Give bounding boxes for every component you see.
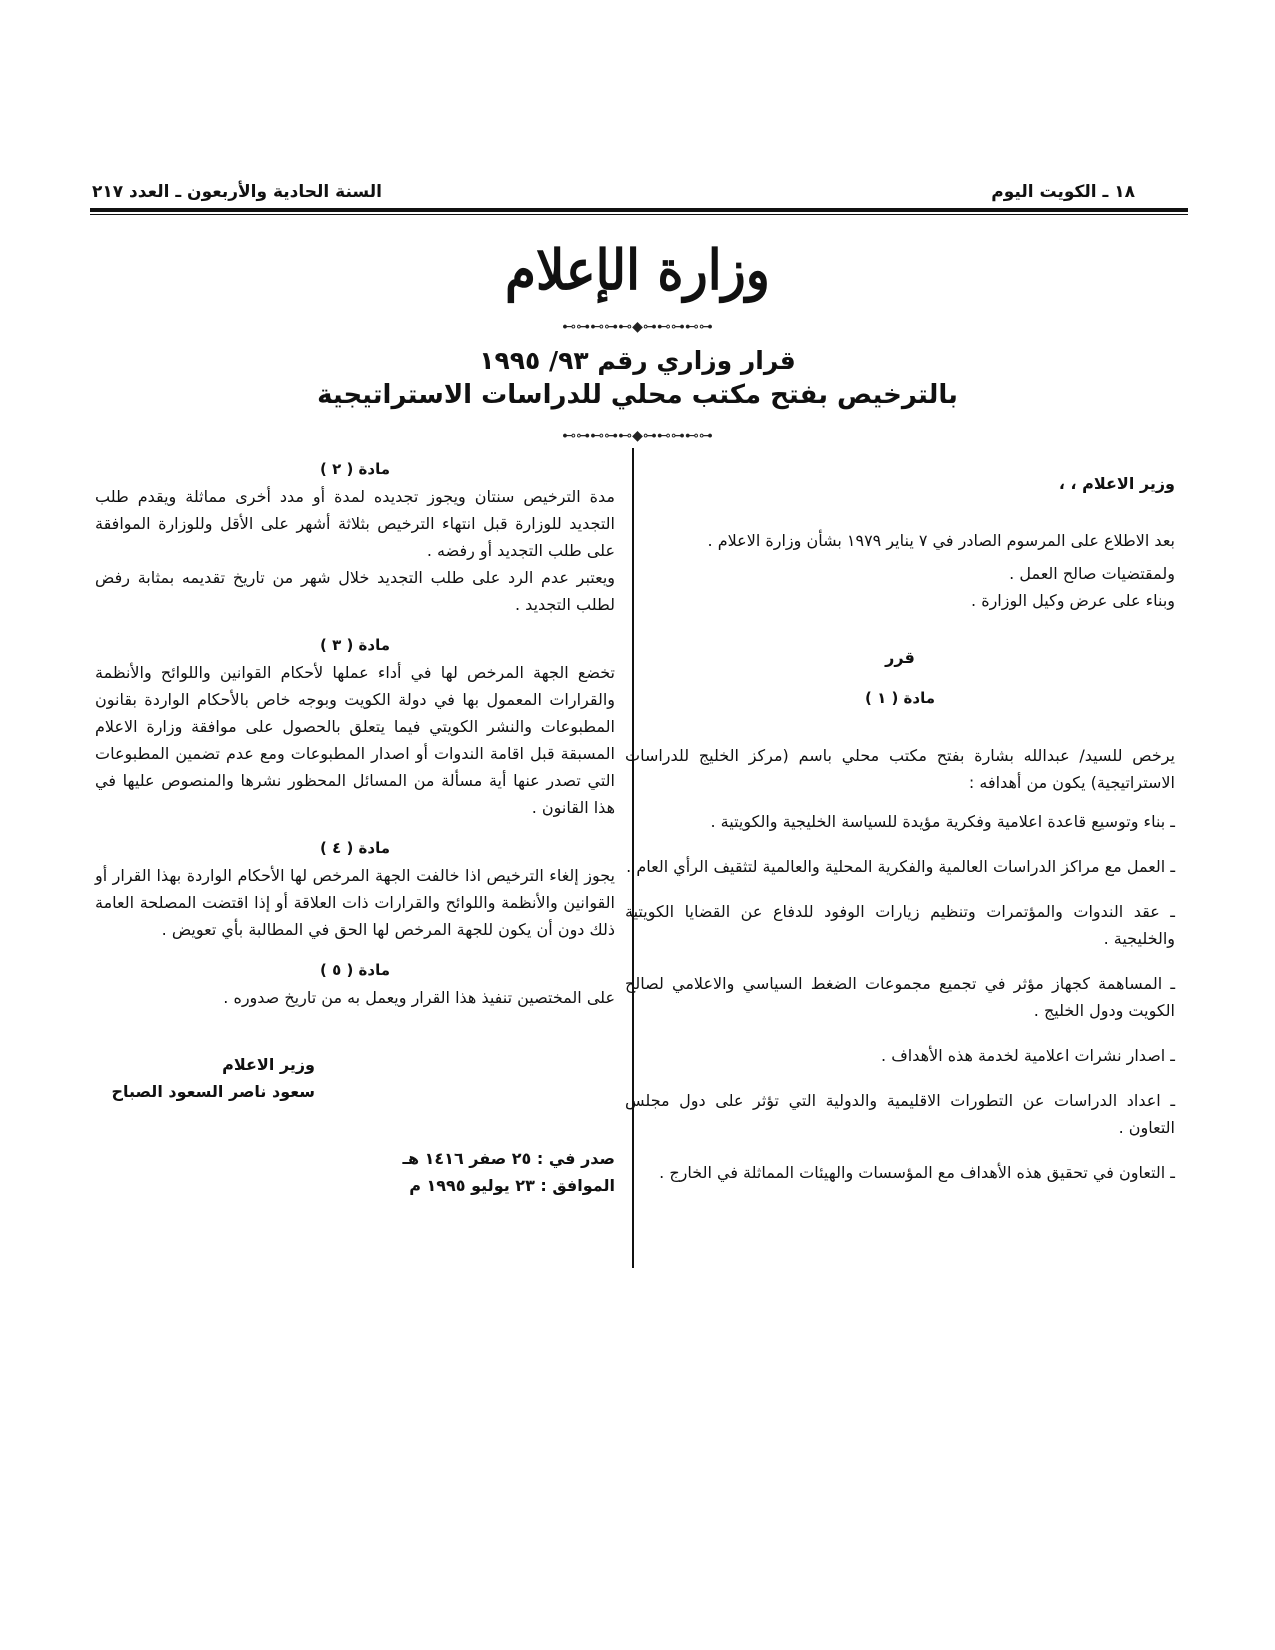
left-column <box>95 460 615 1199</box>
decided-heading: قرر <box>885 648 915 667</box>
article-heading: مادة ( ٥ ) <box>319 961 390 979</box>
goal-item: ـ المساهمة كجهاز مؤثر في تجميع مجموعات الضغط السياسي والاعلامي لصالح الكويت ودول الخليج . <box>625 974 1175 1020</box>
article-heading: مادة ( ٣ ) <box>319 636 390 654</box>
preamble-paragraph: ولمقتضيات صالح العمل . <box>1009 564 1175 583</box>
article-text: ويعتبر عدم الرد على طلب التجديد خلال شهر من تاريخ تقديمه بمثابة رفض لطلب التجديد . <box>95 568 615 614</box>
article-text: يجوز إلغاء الترخيص اذا خالفت الجهة المرخص لها الأحكام الواردة بهذا القرار أو القوانين والأنظمة واللوائح والقرارات ذات العلاقة أو إذا اقتضت المصلحة العامة ذلك دون أن يكون للجهة المرخص لها الحق في المطالبة بأي تعويض . <box>95 866 615 939</box>
signatory-title: وزير الاعلام <box>222 1055 315 1074</box>
decree-number: قرار وزاري رقم ٩٣/ ١٩٩٥ <box>479 346 796 375</box>
goal-item: ـ اصدار نشرات اعلامية لخدمة هذه الأهداف . <box>881 1046 1175 1065</box>
article-heading: مادة ( ١ ) <box>864 689 935 707</box>
goal-item: ـ العمل مع مراكز الدراسات العالمية والفكرية المحلية والعالمية لتثقيف الرأي العام . <box>626 857 1175 876</box>
article-heading: مادة ( ٢ ) <box>319 460 390 478</box>
preamble-paragraph: بعد الاطلاع على المرسوم الصادر في ٧ يناير ١٩٧٩ بشأن وزارة الاعلام . <box>707 531 1175 550</box>
signature-block <box>95 1051 615 1105</box>
header-rule-thin <box>90 214 1188 215</box>
issue-date-block <box>95 1145 615 1199</box>
preamble-paragraph: وبناء على عرض وكيل الوزارة . <box>971 591 1175 610</box>
ornament-divider: ⊷⊶⊷⊶⊷◆⊶⊷⊶⊷⊶ <box>562 319 713 335</box>
right-column <box>625 470 1175 1186</box>
header-rule <box>90 208 1188 212</box>
article-text: على المختصين تنفيذ هذا القرار ويعمل به من تاريخ صدوره . <box>223 988 615 1007</box>
addressee: وزير الاعلام ، ، <box>1058 474 1175 493</box>
article-text: مدة الترخيص سنتان ويجوز تجديده لمدة أو مدد أخرى مماثلة ويقدم طلب التجديد للوزارة قبل انتهاء الترخيص بثلاثة أشهر على الأقل وللوزارة الموافقة على طلب التجديد أو رفضه . <box>95 487 615 560</box>
ornament-divider: ⊷⊶⊷⊶⊷◆⊶⊷⊶⊷⊶ <box>562 428 713 444</box>
signatory-name: سعود ناصر السعود الصباح <box>111 1082 315 1101</box>
goal-item: ـ اعداد الدراسات عن التطورات الاقليمية والدولية التي تؤثر على دول مجلس التعاون . <box>625 1091 1175 1137</box>
issued-date-gregorian: الموافق : ٢٣ يوليو ١٩٩٥ م <box>409 1176 615 1195</box>
article-text: يرخص للسيد/ عبدالله بشارة بفتح مكتب محلي باسم (مركز الخليج للدراسات الاستراتيجية) يكون من أهدافه : <box>625 746 1175 792</box>
goal-item: ـ عقد الندوات والمؤتمرات وتنظيم زيارات الوفود للدفاع عن القضايا الكويتية والخليجية . <box>625 902 1175 948</box>
ministry-title: وزارة الإعلام <box>505 237 770 302</box>
goal-item: ـ التعاون في تحقيق هذه الأهداف مع المؤسسات والهيئات المماثلة في الخارج . <box>659 1163 1175 1182</box>
issued-date-hijri: صدر في : ٢٥ صفر ١٤١٦ هـ <box>402 1149 615 1168</box>
article-text: تخضع الجهة المرخص لها في أداء عملها لأحكام القوانين واللوائح والأنظمة والقرارات المعمول بها في دولة الكويت وبوجه خاص بالأحكام الواردة بقانون المطبوعات والنشر الكويتي فيما يتعلق بالحصول على موافقة وزارة الاعلام المسبقة قبل اقامة الندوات أو اصدار المطبوعات ومع عدم تضمين المطبوعات التي تصدر عنها أية مسألة من المسائل المحظور نشرها والمنصوص عليها في هذا القانون . <box>95 663 615 817</box>
running-header-issue: السنة الحادية والأربعون ـ العدد ٢١٧ <box>92 182 382 202</box>
decree-subject: بالترخيص بفتح مكتب محلي للدراسات الاستراتيجية <box>317 380 958 410</box>
running-header-page: ١٨ ـ الكويت اليوم <box>991 182 1135 202</box>
article-heading: مادة ( ٤ ) <box>319 839 390 857</box>
goal-item: ـ بناء وتوسيع قاعدة اعلامية وفكرية مؤيدة للسياسة الخليجية والكويتية . <box>710 812 1175 831</box>
